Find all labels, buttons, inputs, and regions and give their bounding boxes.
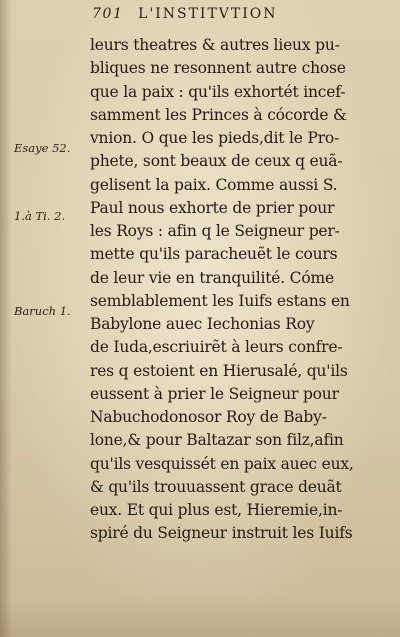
text-line: leurs theatres & autres lieux pu-	[90, 36, 340, 54]
text-line: bliques ne resonnent autre chose	[90, 59, 346, 78]
text-line: samment les Princes à cócorde &	[90, 105, 347, 124]
margin-note: Esaye 52.	[14, 141, 71, 155]
text-line: Paul nous exhorte de prier pour	[90, 198, 335, 217]
text-line: spiré du Seigneur instruit les Iuifs	[90, 524, 353, 543]
page-number: 701	[92, 6, 124, 22]
text-line: de Iuda,escriuirẽt à leurs confre-	[90, 338, 343, 357]
text-line: de leur vie en tranquilité. Cóme	[90, 268, 334, 287]
text-line: semblablement les Iuifs estans en	[90, 291, 350, 310]
text-line: lone,& pour Baltazar son filz,afin	[90, 431, 344, 450]
body-text	[90, 34, 390, 546]
page-edge-shadow	[0, 597, 400, 637]
text-line: vnion. O que les pieds,dit le Pro-	[90, 129, 340, 147]
text-line: Babylone auec Iechonias Roy	[90, 315, 315, 333]
margin-note: Baruch 1.	[14, 304, 71, 318]
text-line: phete, sont beaux de ceux q euã-	[90, 152, 343, 171]
text-line: eux. Et qui plus est, Hieremie,in-	[90, 501, 343, 519]
text-line: res q estoient en Hierusalé, qu'ils	[90, 361, 348, 380]
text-line: Nabuchodonosor Roy de Baby-	[90, 408, 327, 426]
text-line: mette qu'ils paracheuẽt le cours	[90, 245, 338, 264]
text-line: les Roys : afin q le Seigneur per-	[90, 222, 340, 240]
text-line: eussent à prier le Seigneur pour	[90, 384, 339, 403]
text-line: qu'ils vesquissét en paix auec eux,	[90, 454, 354, 473]
gutter-shadow	[0, 0, 12, 637]
text-line: gelisent la paix. Comme aussi S.	[90, 175, 338, 194]
text-line: & qu'ils trouuassent grace deuãt	[90, 477, 342, 496]
margin-note: 1.à Ti. 2.	[14, 209, 66, 223]
running-title: L'INSTITVTION	[138, 6, 278, 22]
page-header	[92, 6, 362, 28]
text-line: que la paix : qu'ils exhortét incef-	[90, 82, 346, 101]
